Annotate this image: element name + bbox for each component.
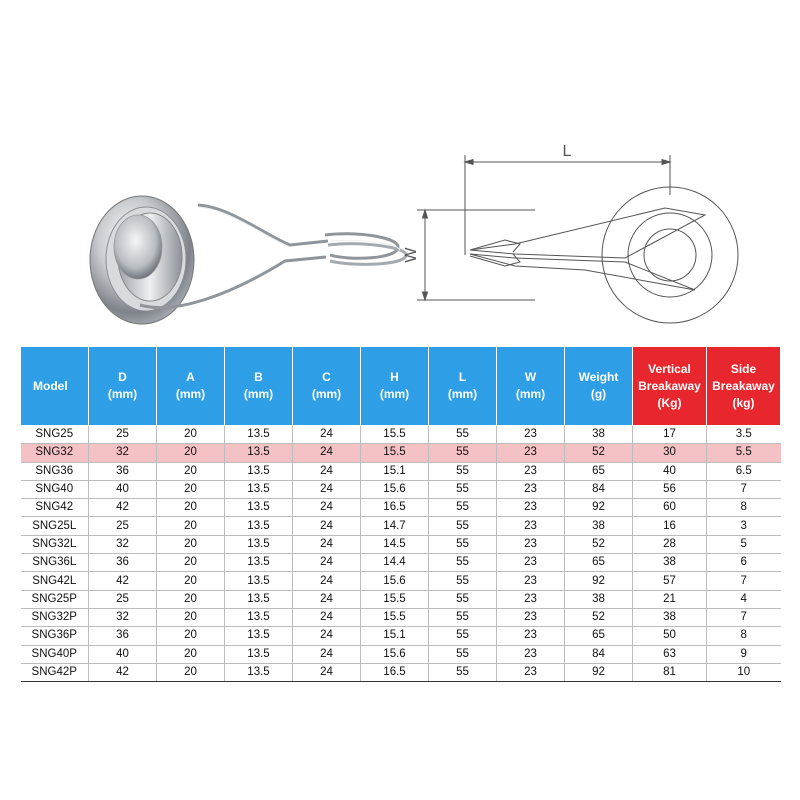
value-cell: 20 — [157, 444, 225, 462]
value-cell: 5 — [707, 535, 781, 553]
value-cell: 23 — [497, 590, 565, 608]
value-cell: 15.5 — [361, 590, 429, 608]
value-cell: 24 — [293, 499, 361, 517]
value-cell: 55 — [429, 462, 497, 480]
model-cell: SNG25 — [21, 426, 89, 444]
column-header — [633, 347, 707, 426]
column-header-text: Model — [33, 378, 68, 393]
value-cell: 81 — [633, 663, 707, 681]
value-cell: 42 — [89, 572, 157, 590]
value-cell: 32 — [89, 535, 157, 553]
value-cell: 28 — [633, 535, 707, 553]
value-cell: 13.5 — [225, 426, 293, 444]
column-header — [565, 347, 633, 426]
value-cell: 7 — [707, 608, 781, 626]
value-cell: 38 — [633, 608, 707, 626]
value-cell: 15.6 — [361, 480, 429, 498]
value-cell: 4 — [707, 590, 781, 608]
value-cell: 15.6 — [361, 645, 429, 663]
value-cell: 20 — [157, 663, 225, 681]
table-row — [21, 535, 781, 553]
value-cell: 17 — [633, 426, 707, 444]
value-cell: 24 — [293, 645, 361, 663]
value-cell: 55 — [429, 517, 497, 535]
value-cell: 13.5 — [225, 517, 293, 535]
value-cell: 84 — [565, 480, 633, 498]
value-cell: 20 — [157, 627, 225, 645]
value-cell: 57 — [633, 572, 707, 590]
column-header-text: (mm) — [447, 387, 478, 401]
value-cell: 30 — [633, 444, 707, 462]
value-cell: 24 — [293, 426, 361, 444]
column-header-text: (mm) — [515, 387, 546, 401]
column-header-text: L — [458, 370, 467, 384]
value-cell: 65 — [565, 627, 633, 645]
column-header-text: Weight — [578, 370, 619, 384]
value-cell: 55 — [429, 426, 497, 444]
value-cell: 15.1 — [361, 462, 429, 480]
table-row — [21, 645, 781, 663]
column-header-text: (mm) — [175, 387, 206, 401]
table-row — [21, 663, 781, 681]
value-cell: 6 — [707, 554, 781, 572]
value-cell: 14.4 — [361, 554, 429, 572]
model-cell: SNG25P — [21, 590, 89, 608]
value-cell: 55 — [429, 608, 497, 626]
value-cell: 55 — [429, 480, 497, 498]
value-cell: 55 — [429, 499, 497, 517]
column-header-text: A — [186, 370, 195, 384]
value-cell: 20 — [157, 517, 225, 535]
value-cell: 23 — [497, 535, 565, 553]
column-header-text: (mm) — [311, 387, 342, 401]
spec-table — [20, 346, 781, 682]
value-cell: 13.5 — [225, 480, 293, 498]
model-cell: SNG25L — [21, 517, 89, 535]
value-cell: 65 — [565, 554, 633, 572]
value-cell: 38 — [565, 517, 633, 535]
value-cell: 25 — [89, 517, 157, 535]
column-header-text: D — [118, 370, 127, 384]
table-header — [21, 347, 781, 426]
column-header-text: Side — [730, 361, 757, 376]
value-cell: 40 — [89, 480, 157, 498]
value-cell: 6.5 — [707, 462, 781, 480]
value-cell: 23 — [497, 480, 565, 498]
value-cell: 20 — [157, 535, 225, 553]
value-cell: 55 — [429, 590, 497, 608]
value-cell: 56 — [633, 480, 707, 498]
value-cell: 42 — [89, 499, 157, 517]
value-cell: 84 — [565, 645, 633, 663]
model-cell: SNG36L — [21, 554, 89, 572]
value-cell: 7 — [707, 480, 781, 498]
value-cell: 15.1 — [361, 627, 429, 645]
table-row — [21, 480, 781, 498]
value-cell: 9 — [707, 645, 781, 663]
column-header-text: (mm) — [243, 387, 274, 401]
value-cell: 3 — [707, 517, 781, 535]
product-photo — [80, 185, 425, 335]
model-cell: SNG36 — [21, 462, 89, 480]
value-cell: 23 — [497, 645, 565, 663]
value-cell: 24 — [293, 462, 361, 480]
value-cell: 55 — [429, 535, 497, 553]
value-cell: 38 — [565, 590, 633, 608]
value-cell: 16.5 — [361, 499, 429, 517]
table-row — [21, 590, 781, 608]
value-cell: 24 — [293, 663, 361, 681]
column-header — [429, 347, 497, 426]
value-cell: 23 — [497, 499, 565, 517]
value-cell: 14.7 — [361, 517, 429, 535]
value-cell: 40 — [633, 462, 707, 480]
value-cell: 92 — [565, 499, 633, 517]
value-cell: 13.5 — [225, 535, 293, 553]
value-cell: 10 — [707, 663, 781, 681]
value-cell: 40 — [89, 645, 157, 663]
column-header — [89, 347, 157, 426]
technical-drawing — [395, 140, 755, 330]
column-header — [157, 347, 225, 426]
value-cell: 55 — [429, 444, 497, 462]
value-cell: 8 — [707, 499, 781, 517]
value-cell: 13.5 — [225, 590, 293, 608]
value-cell: 36 — [89, 554, 157, 572]
column-header — [21, 347, 89, 426]
value-cell: 55 — [429, 645, 497, 663]
value-cell: 23 — [497, 462, 565, 480]
value-cell: 52 — [565, 535, 633, 553]
value-cell: 24 — [293, 554, 361, 572]
value-cell: 60 — [633, 499, 707, 517]
table-row — [21, 554, 781, 572]
value-cell: 13.5 — [225, 462, 293, 480]
value-cell: 23 — [497, 627, 565, 645]
value-cell: 7 — [707, 572, 781, 590]
value-cell: 42 — [89, 663, 157, 681]
value-cell: 23 — [497, 572, 565, 590]
value-cell: 13.5 — [225, 663, 293, 681]
value-cell: 13.5 — [225, 572, 293, 590]
value-cell: 52 — [565, 608, 633, 626]
table-row — [21, 426, 781, 444]
value-cell: 3.5 — [707, 426, 781, 444]
dimension-label-length: L — [562, 143, 572, 160]
value-cell: 20 — [157, 499, 225, 517]
table-body — [21, 426, 781, 682]
value-cell: 65 — [565, 462, 633, 480]
value-cell: 36 — [89, 627, 157, 645]
column-header-text: B — [254, 370, 263, 384]
value-cell: 16.5 — [361, 663, 429, 681]
column-header — [225, 347, 293, 426]
value-cell: 38 — [565, 426, 633, 444]
value-cell: 23 — [497, 517, 565, 535]
model-cell: SNG42L — [21, 572, 89, 590]
value-cell: 92 — [565, 572, 633, 590]
value-cell: 23 — [497, 608, 565, 626]
value-cell: 24 — [293, 517, 361, 535]
value-cell: 15.5 — [361, 444, 429, 462]
value-cell: 24 — [293, 590, 361, 608]
column-header — [707, 347, 781, 426]
value-cell: 20 — [157, 480, 225, 498]
model-cell: SNG42 — [21, 499, 89, 517]
column-header — [361, 347, 429, 426]
model-cell: SNG40P — [21, 645, 89, 663]
value-cell: 20 — [157, 590, 225, 608]
value-cell: 20 — [157, 554, 225, 572]
value-cell: 13.5 — [225, 627, 293, 645]
column-header-text: Breakaway — [712, 378, 775, 393]
column-header — [293, 347, 361, 426]
value-cell: 13.5 — [225, 608, 293, 626]
value-cell: 20 — [157, 645, 225, 663]
value-cell: 36 — [89, 462, 157, 480]
column-header-text: (mm) — [107, 387, 138, 401]
table-row — [21, 462, 781, 480]
value-cell: 55 — [429, 627, 497, 645]
value-cell: 50 — [633, 627, 707, 645]
value-cell: 63 — [633, 645, 707, 663]
model-cell: SNG42P — [21, 663, 89, 681]
column-header-text: Vertical — [648, 361, 691, 376]
table-row — [21, 608, 781, 626]
model-cell: SNG36P — [21, 627, 89, 645]
value-cell: 13.5 — [225, 444, 293, 462]
value-cell: 14.5 — [361, 535, 429, 553]
column-header-text: W — [524, 370, 537, 384]
value-cell: 24 — [293, 572, 361, 590]
value-cell: 21 — [633, 590, 707, 608]
model-cell: SNG32 — [21, 444, 89, 462]
value-cell: 92 — [565, 663, 633, 681]
value-cell: 15.5 — [361, 608, 429, 626]
column-header-text: (kg) — [732, 395, 755, 410]
model-cell: SNG32P — [21, 608, 89, 626]
column-header-text: (g) — [590, 387, 607, 401]
value-cell: 24 — [293, 535, 361, 553]
model-cell: SNG40 — [21, 480, 89, 498]
value-cell: 38 — [633, 554, 707, 572]
value-cell: 23 — [497, 554, 565, 572]
value-cell: 24 — [293, 627, 361, 645]
value-cell: 5.5 — [707, 444, 781, 462]
table-row — [21, 517, 781, 535]
value-cell: 23 — [497, 444, 565, 462]
column-header-text: Breakaway — [638, 378, 701, 393]
value-cell: 20 — [157, 608, 225, 626]
value-cell: 15.6 — [361, 572, 429, 590]
column-header — [497, 347, 565, 426]
column-header-text: (mm) — [379, 387, 410, 401]
value-cell: 32 — [89, 608, 157, 626]
value-cell: 52 — [565, 444, 633, 462]
value-cell: 20 — [157, 462, 225, 480]
column-header-text: C — [322, 370, 331, 384]
value-cell: 20 — [157, 426, 225, 444]
value-cell: 25 — [89, 426, 157, 444]
value-cell: 25 — [89, 590, 157, 608]
value-cell: 24 — [293, 480, 361, 498]
value-cell: 15.5 — [361, 426, 429, 444]
value-cell: 55 — [429, 554, 497, 572]
value-cell: 8 — [707, 627, 781, 645]
value-cell: 55 — [429, 663, 497, 681]
model-cell: SNG32L — [21, 535, 89, 553]
value-cell: 23 — [497, 663, 565, 681]
table-row — [21, 499, 781, 517]
table-row — [21, 444, 781, 462]
value-cell: 32 — [89, 444, 157, 462]
value-cell: 16 — [633, 517, 707, 535]
column-header-text: (Kg) — [657, 395, 682, 410]
value-cell: 55 — [429, 572, 497, 590]
value-cell: 13.5 — [225, 645, 293, 663]
dimension-label-width: W — [403, 247, 420, 263]
value-cell: 20 — [157, 572, 225, 590]
value-cell: 24 — [293, 444, 361, 462]
value-cell: 13.5 — [225, 499, 293, 517]
value-cell: 24 — [293, 608, 361, 626]
table-row — [21, 572, 781, 590]
value-cell: 23 — [497, 426, 565, 444]
table-row — [21, 627, 781, 645]
column-header-text: H — [390, 370, 399, 384]
value-cell: 13.5 — [225, 554, 293, 572]
